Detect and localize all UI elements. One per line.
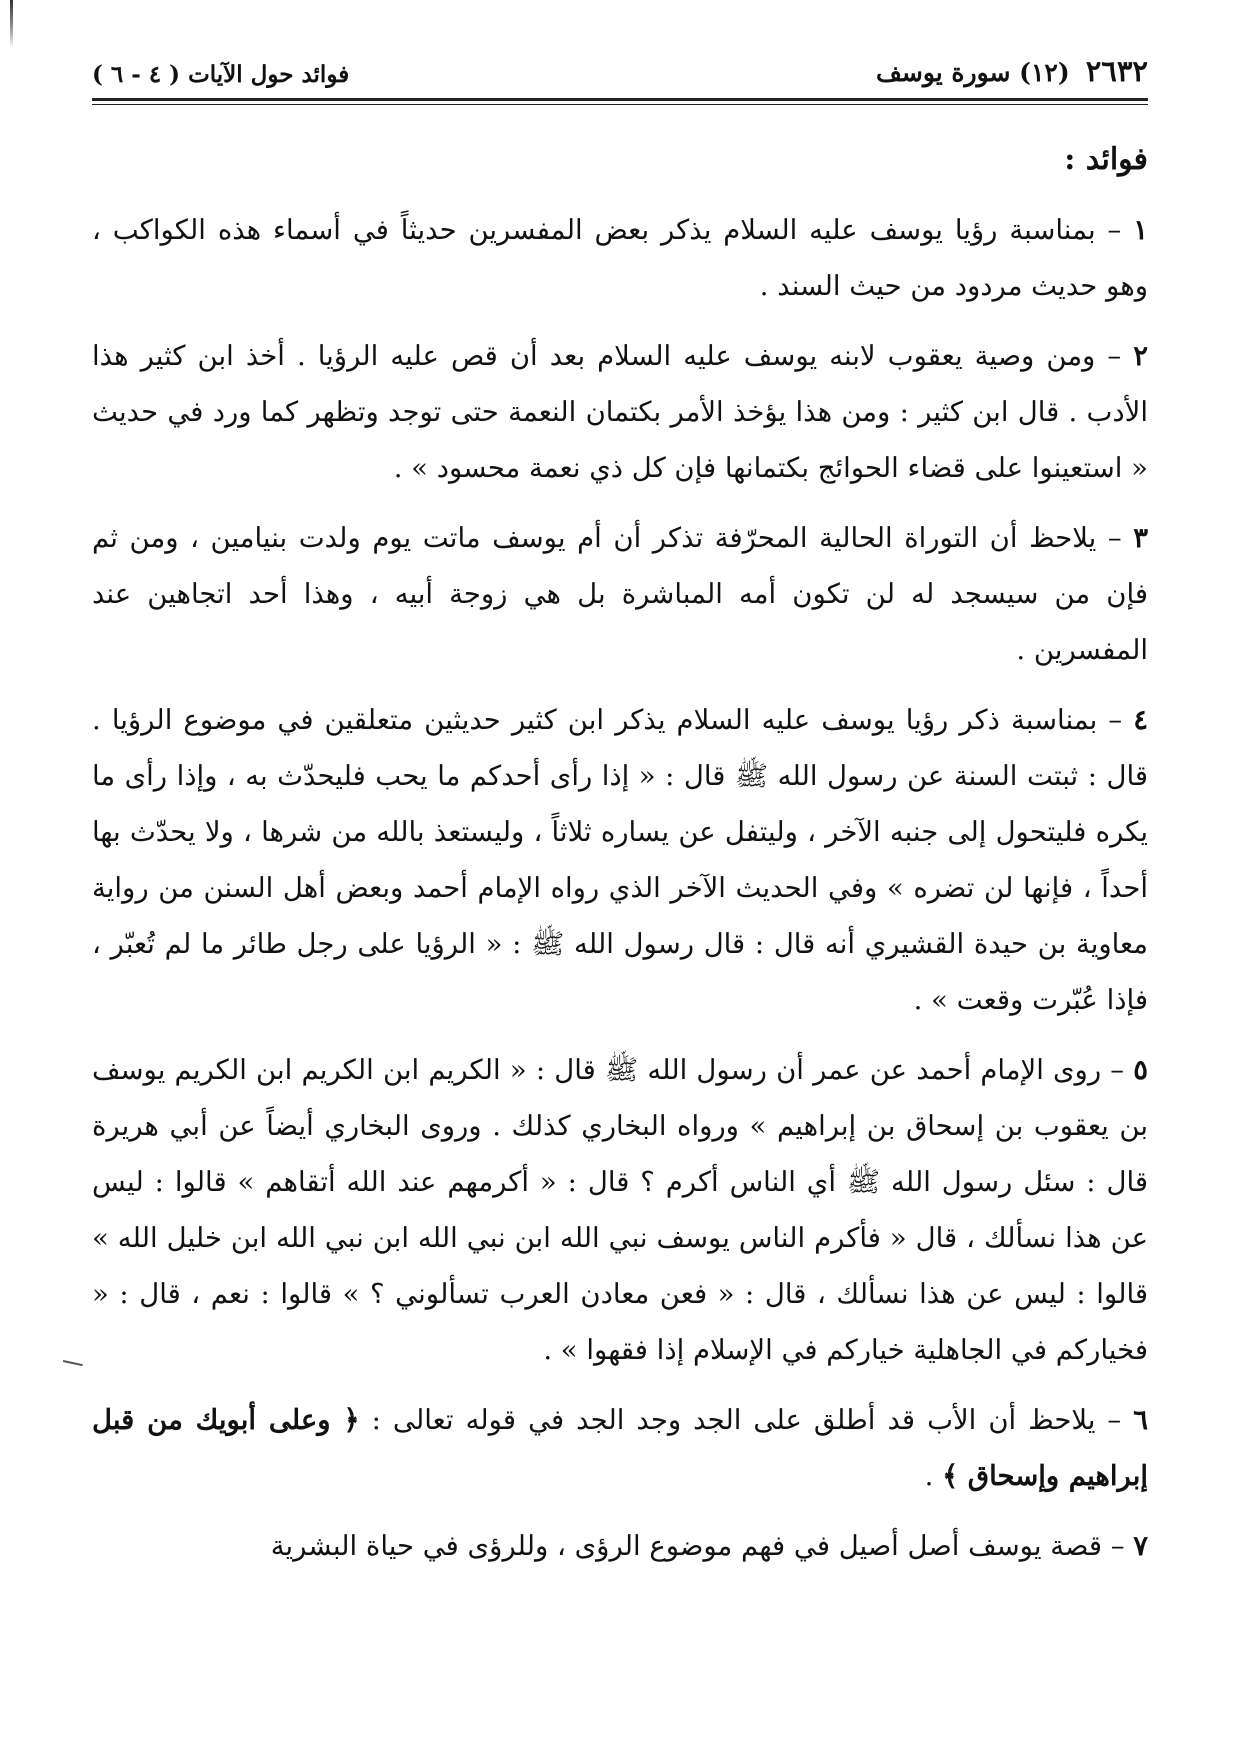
benefit-paragraph-2 (92, 328, 1148, 496)
paragraph-text: – بمناسبة رؤيا يوسف عليه السلام يذكر بعض المفسرين حديثاً في أسماء هذه الكواكب ، وهو حديث مردود من حيث السند . (92, 214, 1148, 302)
header-page-info (876, 54, 1148, 88)
paragraph-text: – بمناسبة ذكر رؤيا يوسف عليه السلام يذكر ابن كثير حديثين متعلقين في موضوع الرؤيا . قال : ثبتت السنة عن رسول الله ﷺ قال : « إذا رأى أحدكم ما يحب فليحدّث به ، وإذا رأى ما يكره فليتحول إلى جنبه الآخر ، وليتفل عن يساره ثلاثاً ، وليستعذ بالله من شرها ، ولا يحدّث بها أحداً ، فإنها لن تضره » وفي الحديث الآخر الذي رواه الإمام أحمد وبعض أهل السنن من رواية معاوية بن حيدة القشيري أنه قال : قال رسول الله ﷺ : « الرؤيا على رجل طائر ما لم تُعبّر ، فإذا عُبّرت وقعت » . (92, 704, 1148, 1016)
page-header (92, 44, 1148, 88)
scan-edge-mark (10, 0, 13, 48)
margin-mark (61, 1360, 83, 1374)
benefit-paragraph-7 (92, 1518, 1148, 1574)
quran-quote: ﴿ وعلى أبويك من قبل إبراهيم وإسحاق ﴾ (92, 1404, 1148, 1492)
paragraph-tail: . (924, 1460, 934, 1492)
section-label: فوائد حول الآيات ( ٤ - ٦ ) (92, 61, 350, 88)
benefit-paragraph-4 (92, 692, 1148, 1028)
paragraph-text: – يلاحظ أن الأب قد أطلق على الجد وجد الجد في قوله تعالى : (371, 1404, 1122, 1436)
paragraph-text: – يلاحظ أن التوراة الحالية المحرّفة تذكر أن أم يوسف ماتت يوم ولدت بنيامين ، ومن ثم فإن من سيسجد له لن تكون أمه المباشرة بل هي زوجة أبيه ، وهذا أحد اتجاهين عند المفسرين . (92, 522, 1148, 666)
paragraph-number: ٧ (1133, 1530, 1148, 1562)
paragraph-text: – ومن وصية يعقوب لابنه يوسف عليه السلام بعد أن قص عليه الرؤيا . أخذ ابن كثير هذا الأدب . قال ابن كثير : ومن هذا يؤخذ الأمر بكتمان النعمة حتى توجد وتظهر كما ورد في حديث « استعينوا على قضاء الحوائج بكتمانها فإن كل ذي نعمة محسود » . (92, 340, 1148, 484)
paragraph-text: – روى الإمام أحمد عن عمر أن رسول الله ﷺ قال : « الكريم ابن الكريم ابن الكريم يوسف بن يعقوب بن إسحاق بن إبراهيم » ورواه البخاري كذلك . وروى البخاري أيضاً عن أبي هريرة قال : سئل رسول الله ﷺ أي الناس أكرم ؟ قال : « أكرمهم عند الله أتقاهم » قالوا : ليس عن هذا نسألك ، قال « فأكرم الناس يوسف نبي الله ابن نبي الله ابن نبي الله ابن خليل الله » قالوا : ليس عن هذا نسألك ، قال : « فعن معادن العرب تسألوني ؟ » قالوا : نعم ، قال : « فخياركم في الجاهلية خياركم في الإسلام إذا فقهوا » . (92, 1054, 1148, 1366)
benefit-paragraph-3 (92, 510, 1148, 678)
paragraph-text: – قصة يوسف أصل أصيل في فهم موضوع الرؤى ، وللرؤى في حياة البشرية (270, 1530, 1125, 1562)
paragraph-number: ٦ (1133, 1404, 1149, 1436)
paragraph-number: ٥ (1133, 1054, 1148, 1086)
page-body (92, 134, 1148, 1588)
paragraph-number: ١ (1133, 214, 1148, 246)
page-number: ٢٦٣٢ (1085, 54, 1148, 88)
section-title: فوائد : (1064, 142, 1148, 177)
benefit-paragraph-5 (92, 1042, 1148, 1378)
surah-label: (١٢) سورة يوسف (876, 58, 1070, 87)
paragraph-number: ٣ (1133, 522, 1148, 554)
benefit-paragraph-1 (92, 202, 1148, 314)
paragraph-number: ٤ (1133, 704, 1148, 736)
header-rule (92, 98, 1148, 105)
paragraph-number: ٢ (1133, 340, 1148, 372)
benefit-paragraph-6 (92, 1392, 1148, 1504)
